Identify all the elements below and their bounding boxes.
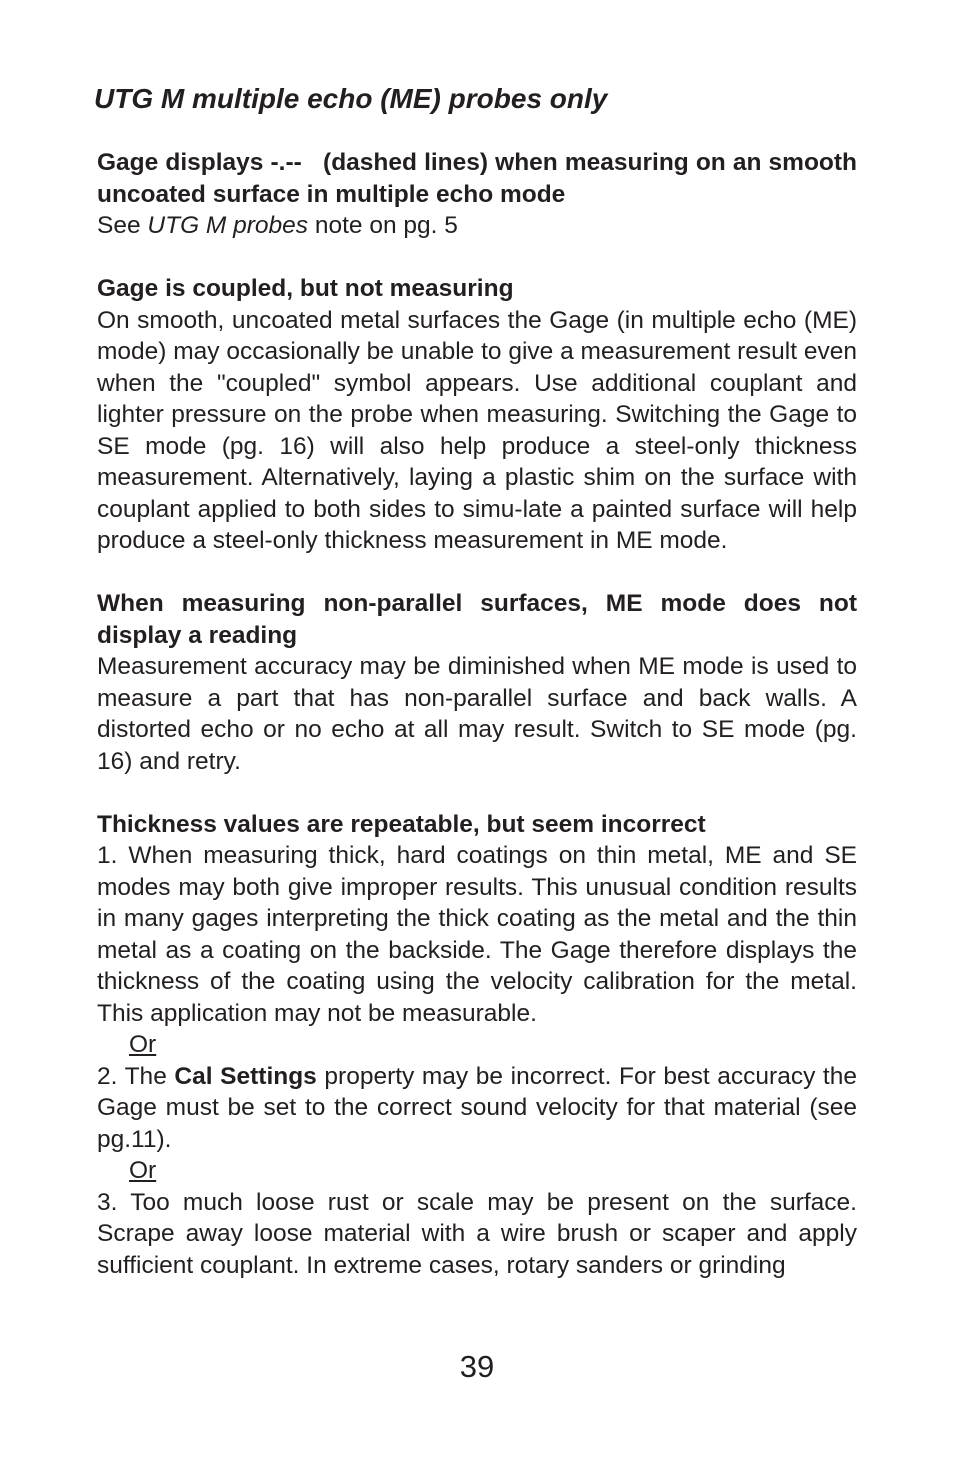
block-thickness [97,809,857,1282]
thickness-item-3: 3. Too much loose rust or scale may be present on the surface. Scrape away loose material with a wire brush or scaper and apply sufficient couplant. In extreme cases, rotary sanders or grinding [97,1188,857,1279]
or-separator-1 [97,1029,857,1061]
item2-suffix: property may be incorrect. For best accuracy the Gage must be set to the correct sound velocity for that material (see pg.11). [97,1062,857,1153]
see-prefix: See [97,212,148,239]
thickness-item-1: 1. When measuring thick, hard coatings on thin metal, ME and SE modes may both give improper results. This unusual condition results in many gages interpreting the thick coating as the metal and the thin metal as a coating on the backside. The Gage therefore displays the thickness of the coating using the velocity calibration for the metal. This application may not be measurable. [97,842,857,1027]
heading-dashed-display [97,147,857,210]
block-nonparallel [97,588,857,777]
page-number: 39 [459,1349,495,1384]
see-note [97,210,857,242]
or-label-2: Or [129,1157,157,1184]
see-italic: UTG M probes [147,212,309,239]
block-coupled [97,273,857,557]
thickness-item-2 [97,1061,857,1156]
block-dashed-display [97,147,857,242]
or-separator-2 [97,1155,857,1187]
heading-nonparallel: When measuring non-parallel surfaces, ME mode does not display a reading [97,590,857,649]
heading-thickness: Thickness values are repeatable, but seem incorrect [97,810,706,838]
body-nonparallel: Measurement accuracy may be diminished when ME mode is used to measure a part that has non-parallel surface and back walls. A distorted echo or no echo at all may result. Switch to SE mode (pg. 16) and retry. [97,653,857,775]
manual-page [94,80,857,1281]
body-coupled: On smooth, uncoated metal surfaces the Gage (in multiple echo (ME) mode) may occasionally be unable to give a measurement result even when the "coupled" symbol appears. Use additional couplant and lighter pressure on the probe when measuring. Switching the Gage to SE mode (pg. 16) will also help produce a steel-only thickness measurement. Alternatively, laying a plastic shim on the surface with couplant applied to both sides to simu-late a painted surface will help produce a steel-only thickness measurement in ME mode. [97,306,857,554]
item2-bold: Cal Settings [174,1062,317,1090]
or-label-1: Or [129,1031,157,1058]
heading-dashed-part1: Gage displays -.-- [97,149,302,176]
heading-dashed-part2: (dashed lines) when measuring on an smooth uncoated surface in multiple echo mode [97,149,857,208]
heading-coupled: Gage is coupled, but not measuring [97,275,514,302]
see-suffix: note on pg. 5 [308,212,458,239]
section-title: UTG M multiple echo (ME) probes only [94,83,608,114]
item2-prefix: 2. The [97,1062,175,1090]
